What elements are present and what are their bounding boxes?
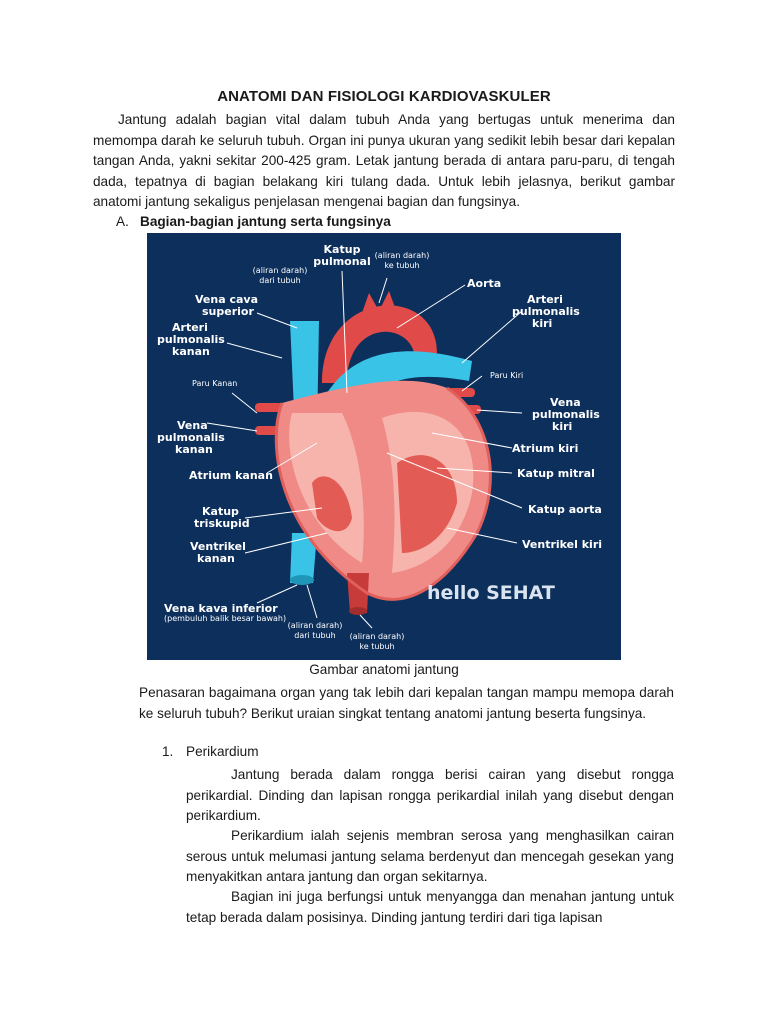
- label-aliran-darah-2b: ke tubuh: [384, 261, 420, 270]
- label-katup-pulmonal-1: Katup: [323, 243, 361, 256]
- label-aliran-darah-3a: (aliran darah): [287, 621, 343, 630]
- label-vena-kiri-2: pulmonalis: [532, 408, 600, 421]
- list-item-label: Perikardium: [186, 744, 259, 759]
- label-arteri-kiri-3: kiri: [532, 317, 553, 330]
- vena-cava-inferior-end: [290, 575, 314, 585]
- label-katup-triskupid-2: triskupid: [194, 517, 250, 530]
- label-arteri-kanan-1: Arteri: [172, 321, 208, 334]
- list-item-perikardium: [162, 744, 259, 759]
- label-vena-kiri-3: kiri: [552, 420, 573, 433]
- label-vena-cava-sup-1: Vena cava: [195, 293, 258, 306]
- label-aliran-darah-3b: dari tubuh: [294, 631, 336, 640]
- label-ventrikel-kanan-2: kanan: [197, 552, 235, 565]
- label-vena-kanan-2: pulmonalis: [157, 431, 225, 444]
- label-aorta: Aorta: [467, 277, 502, 290]
- label-vena-kava-inf-sub: (pembuluh balik besar bawah): [164, 614, 287, 623]
- section-a-title: Bagian-bagian jantung serta fungsinya: [140, 214, 391, 229]
- list-item-number: 1.: [162, 744, 174, 759]
- section-a-letter: A.: [116, 214, 129, 229]
- intro-paragraph: Jantung adalah bagian vital dalam tubuh Anda yang bertugas untuk menerima dan memompa darah ke seluruh tubuh. Organ ini punya ukuran yang sedikit lebih besar dari kepalan tangan Anda, yakni sekitar 200-425 gram. Letak jantung berada di antara paru-paru, di tengah dada, tepatnya di bagian belakang kiri tulang dada. Untuk lebih jelasnya, berikut gambar anatomi jantung sekaligus penjelasan mengenai bagian dan fungsinya.: [93, 112, 675, 209]
- label-vena-kanan-1: Vena: [177, 419, 208, 432]
- paragraph-4: Perikardium ialah sejenis membran serosa yang menghasilkan cairan serous untuk melumasi jantung selama berdenyut dan mencegah gesekan yang menyakitkan antara jantung dan organ sekitarnya.: [186, 828, 674, 884]
- heart-illustration: [147, 233, 621, 660]
- label-aliran-darah-1a: (aliran darah): [252, 266, 308, 275]
- label-ventrikel-kiri: Ventrikel kiri: [522, 538, 603, 551]
- label-aliran-darah-4b: ke tubuh: [359, 642, 395, 651]
- label-aliran-darah-4a: (aliran darah): [349, 632, 405, 641]
- label-katup-triskupid-1: Katup: [202, 505, 239, 518]
- label-vena-cava-sup-2: superior: [202, 305, 254, 318]
- label-arteri-kiri-1: Arteri: [527, 293, 563, 306]
- page-title: ANATOMI DAN FISIOLOGI KARDIOVASKULER: [217, 88, 551, 105]
- label-atrium-kanan: Atrium kanan: [189, 469, 273, 482]
- paragraph-2: Penasaran bagaimana organ yang tak lebih dari kepalan tangan mampu memopa darah ke seluruh tubuh? Berikut uraian singkat tentang anatomi jantung beserta fungsinya.: [139, 685, 674, 721]
- label-ventrikel-kanan-1: Ventrikel: [190, 540, 246, 553]
- label-katup-pulmonal-2: pulmonal: [313, 255, 371, 268]
- descending-aorta-end: [349, 607, 367, 615]
- paragraph-3: Jantung berada dalam rongga berisi cairan yang disebut rongga perikardial. Dinding dan lapisan rongga perikardial inilah yang disebut dengan perikardium.: [186, 767, 674, 823]
- label-katup-aorta: Katup aorta: [528, 503, 602, 516]
- figure-caption: Gambar anatomi jantung: [309, 662, 459, 677]
- label-paru-kiri: Paru Kiri: [490, 371, 524, 380]
- label-atrium-kiri: Atrium kiri: [512, 442, 579, 455]
- section-a-heading: [116, 214, 391, 229]
- label-vena-kava-inf: Vena kava inferior: [164, 602, 278, 615]
- paragraph-5: Bagian ini juga berfungsi untuk menyangga dan menahan jantung untuk tetap berada dalam posisinya. Dinding jantung terdiri dari tiga lapisan: [186, 889, 674, 925]
- label-vena-kiri-1: Vena: [550, 396, 581, 409]
- hellosehat-watermark: hello SEHAT: [427, 582, 555, 604]
- label-arteri-kanan-3: kanan: [172, 345, 210, 358]
- label-arteri-kiri-2: pulmonalis: [512, 305, 580, 318]
- label-aliran-darah-1b: dari tubuh: [259, 276, 301, 285]
- label-vena-kanan-3: kanan: [175, 443, 213, 456]
- label-arteri-kanan-2: pulmonalis: [157, 333, 225, 346]
- label-katup-mitral: Katup mitral: [517, 467, 595, 480]
- label-paru-kanan: Paru Kanan: [192, 379, 238, 388]
- label-aliran-darah-2a: (aliran darah): [374, 251, 430, 260]
- heart-anatomy-figure: [147, 233, 621, 660]
